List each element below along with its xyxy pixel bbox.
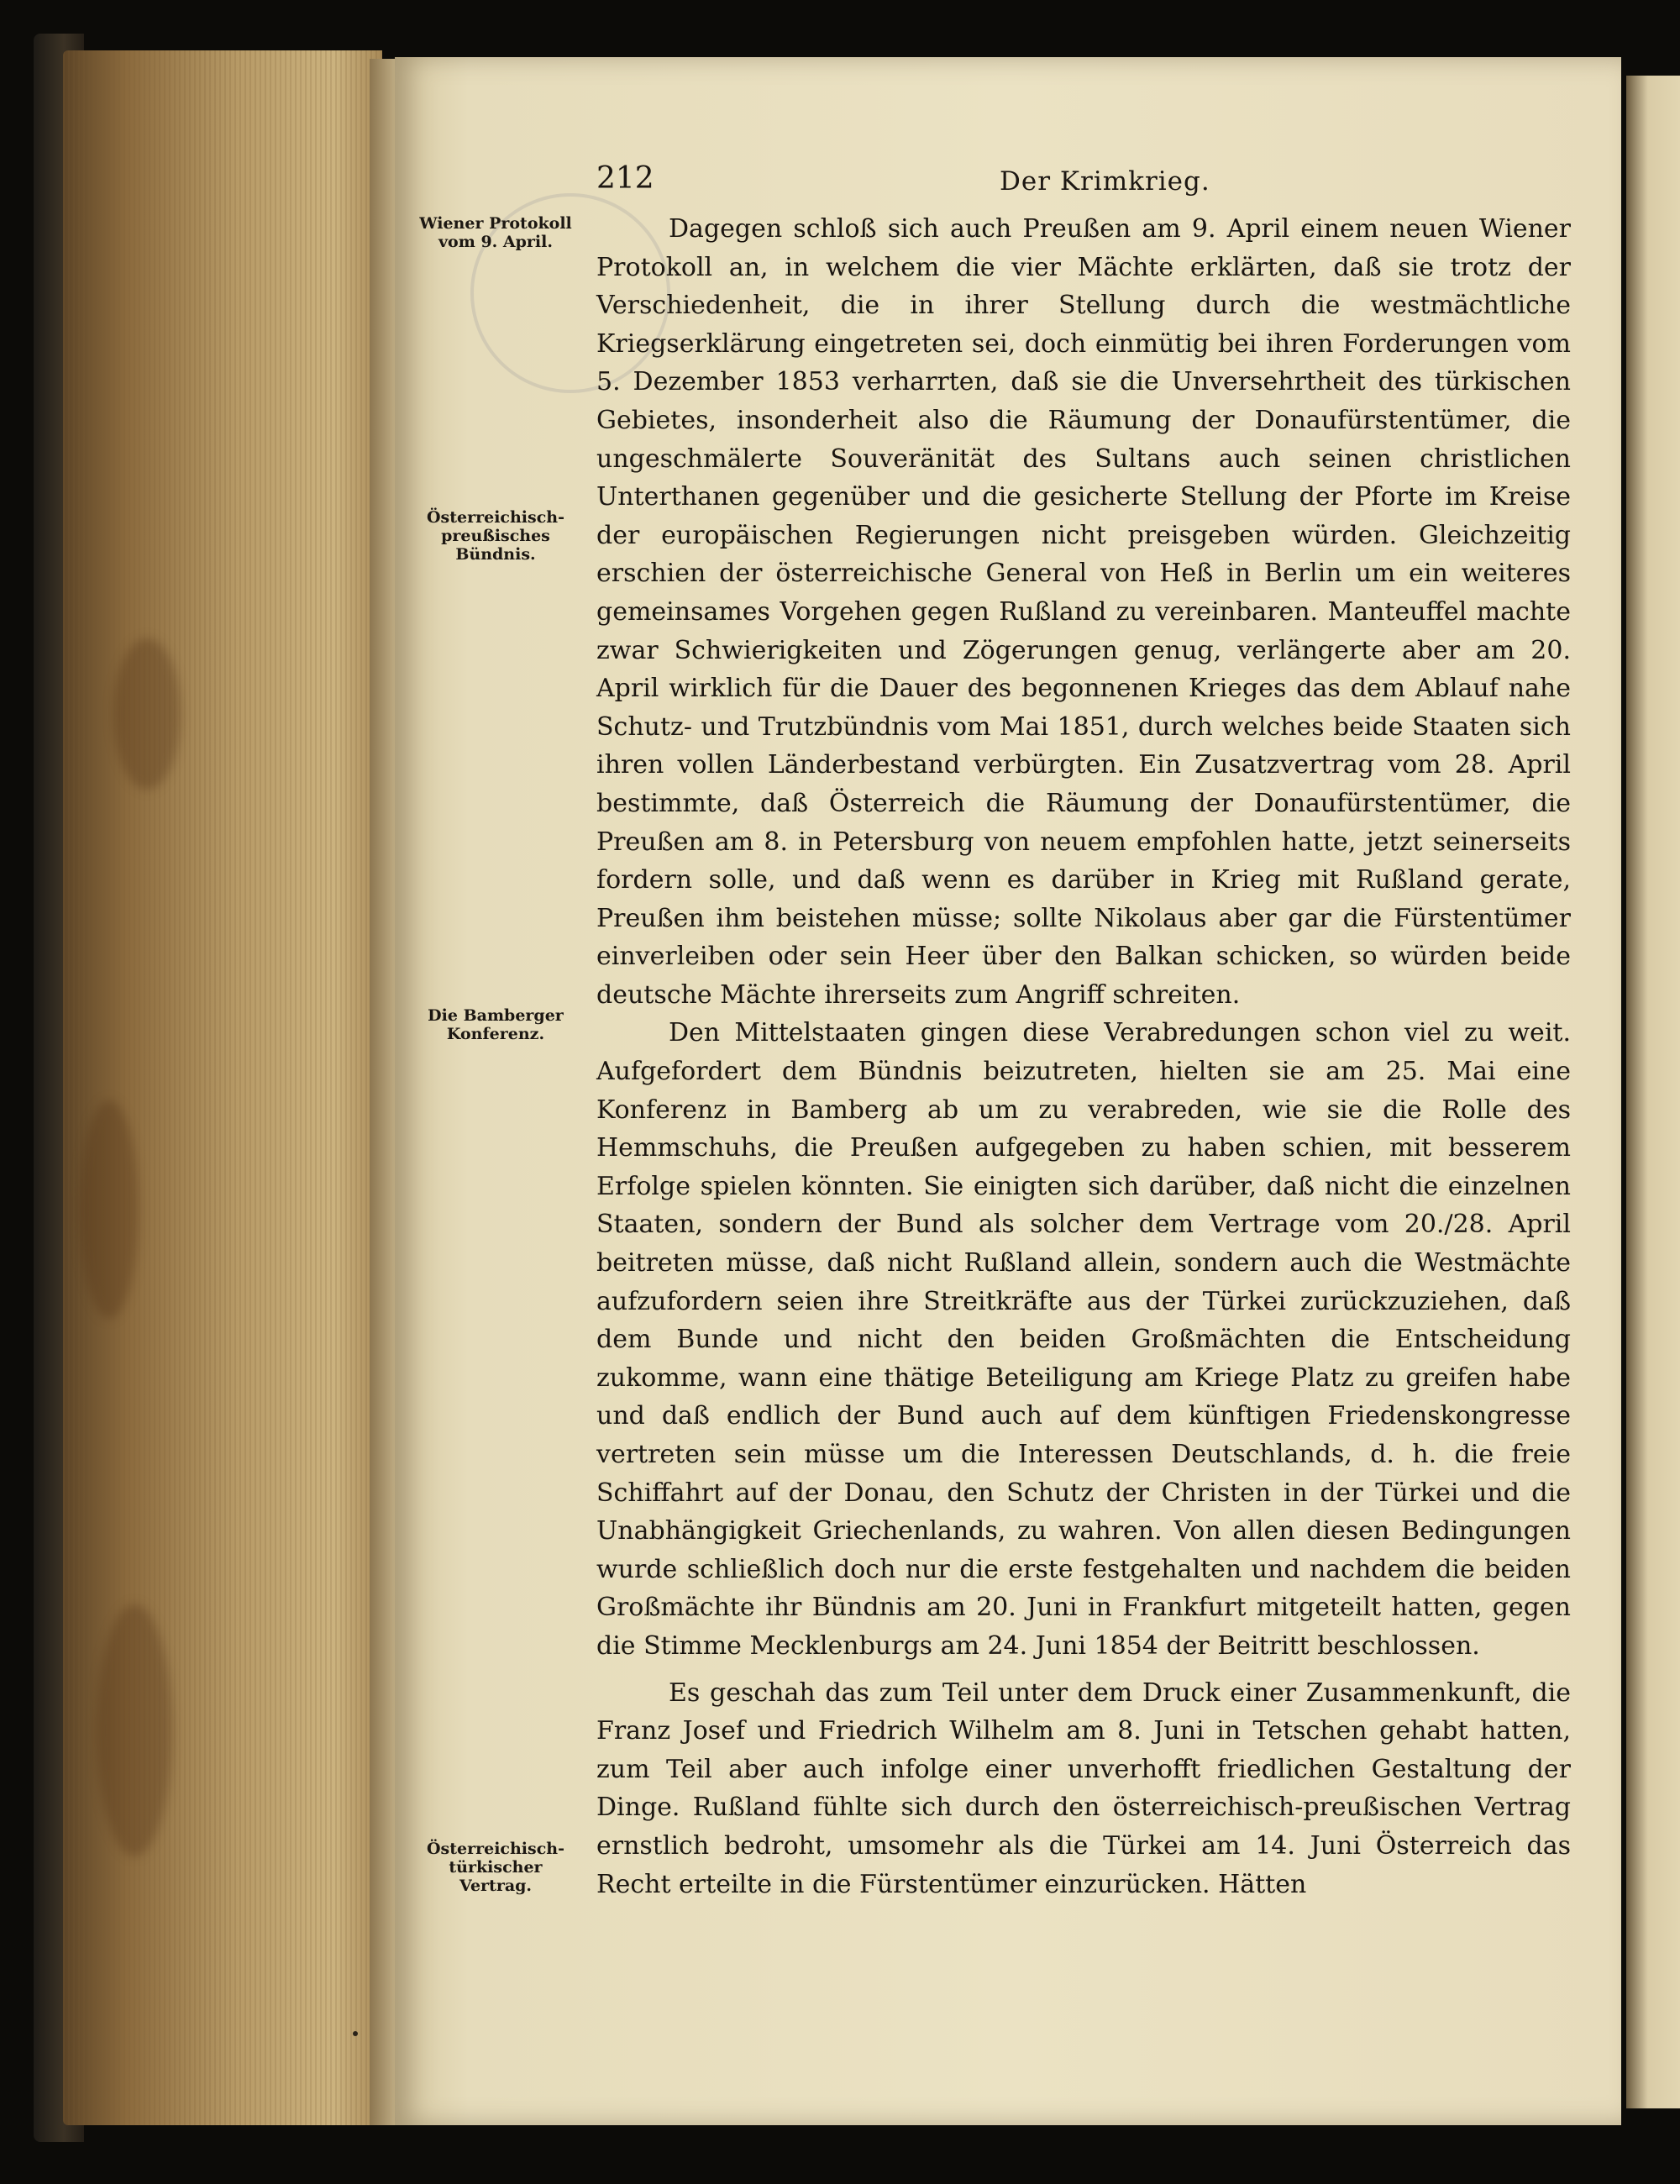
running-head xyxy=(596,161,1571,195)
paragraph: Dagegen schloß sich auch Preußen am 9. April einem neuen Wiener Protokoll an, in welchem die vier Mächte erklärten, daß sie trotz der Verschiedenheit, die in ihrer Stellung durch die westmächtliche Kriegserklärung eingetreten sei, doch einmütig bei ihren Forderungen vom 5. Dezember 1853 verharrten, daß sie die Unversehrtheit des türkischen Gebietes, insonderheit also die Räumung der Donaufürstentümer, die ungeschmälerte Souveränität des Sultans auch seinen christlichen Unterthanen gegenüber und die gesicherte Stellung der Pforte im Kreise der europäischen Regierungen nicht preisgeben würden. Gleichzeitig erschien der österreichische General von Heß in Berlin um ein weiteres gemeinsames Vorgehen gegen Rußland zu vereinbaren. Manteuffel machte zwar Schwierigkeiten und Zögerungen genug, verlängerte aber am 20. April wirklich für die Dauer des begonnenen Krieges das dem Ablauf nahe Schutz- und Trutzbündnis vom Mai 1851, durch welches beide Staaten sich ihren vollen Länderbestand verbürgten. Ein Zusatzvertrag vom 28. April bestimmte, daß Österreich die Räumung der Donaufürstentümer, die Preußen am 8. in Petersburg von neuem empfohlen hatte, jetzt seinerseits fordern solle, und daß wenn es darüber in Krieg mit Rußland gerate, Preußen ihm beistehen müsse; sollte Nikolaus aber gar die Fürstentümer einverleiben oder sein Heer über den Balkan schicken, so würden beide deutsche Mächte ihrerseits zum Angriff schreiten. xyxy=(596,214,1571,1010)
sidenote-wiener-protokoll: Wiener Protokoll vom 9. April. xyxy=(419,214,572,251)
sidenote-bamberger-konferenz: Die Bamberger Konferenz. xyxy=(428,1006,564,1043)
facing-page-edge xyxy=(1626,76,1680,2108)
body-text xyxy=(596,210,1571,1915)
paragraph: Den Mittelstaaten gingen diese Verabredungen schon viel zu weit. Aufgefordert dem Bündnis beizutreten, hielten sie am 25. Mai eine Konferenz in Bamberg ab um zu verabreden, wie sie die Rolle des Hemmschuhs, die Preußen aufgegeben zu haben schien, mit besserem Erfolge spielen könnten. Sie einigten sich darüber, daß nicht die einzelnen Staaten, sondern der Bund als solcher dem Vertrage vom 20./28. April beitreten müsse, daß nicht Rußland allein, sondern auch die Westmächte aufzufordern seien ihre Streitkräfte aus der Türkei zurückzuziehen, daß dem Bunde und nicht den beiden Großmächten die Entscheidung zukomme, wann eine thätige Beteiligung am Kriege Platz zu greifen habe und daß endlich der Bund auch auf dem künftigen Friedenskongresse vertreten sein müsse um die Interessen Deutschlands, d. h. die freie Schiffahrt auf der Donau, den Schutz der Christen in der Türkei und die Unabhängigkeit Griechenlands, zu wahren. Von allen diesen Bedingungen wurde schließlich doch nur die erste festgehalten und nachdem die beiden Großmächte ihr Bündnis am 20. Juni in Frankfurt mitgeteilt hatten, gegen die Stimme Mecklenburgs am 24. Juni 1854 der Beitritt beschlossen. xyxy=(596,1018,1571,1661)
sidenote-oesterreichisch-tuerkischer-vertrag: Österreichisch-türkischer Vertrag. xyxy=(426,1840,564,1895)
ink-dot xyxy=(353,2031,358,2036)
page-block-edges xyxy=(63,50,382,2125)
chapter-title: Der Krimkrieg. xyxy=(1000,166,1210,197)
page-number: 212 xyxy=(596,161,654,196)
paragraph: Es geschah das zum Teil unter dem Druck einer Zusammenkunft, die Franz Josef und Friedrich Wilhelm am 8. Juni in Tetschen gehabt hatten, zum Teil aber auch infolge einer unverhofft friedlichen Gestaltung der Dinge. Rußland fühlte sich durch den österreichisch-preußischen Vertrag ernstlich bedroht, umsomehr als die Türkei am 14. Juni Österreich das Recht erteilte in die Fürstentümer einzurücken. Hätten xyxy=(596,1677,1571,1899)
sidenote-oesterreichisch-preussisches-buendnis: Österreichisch-preußisches Bündnis. xyxy=(426,508,564,564)
